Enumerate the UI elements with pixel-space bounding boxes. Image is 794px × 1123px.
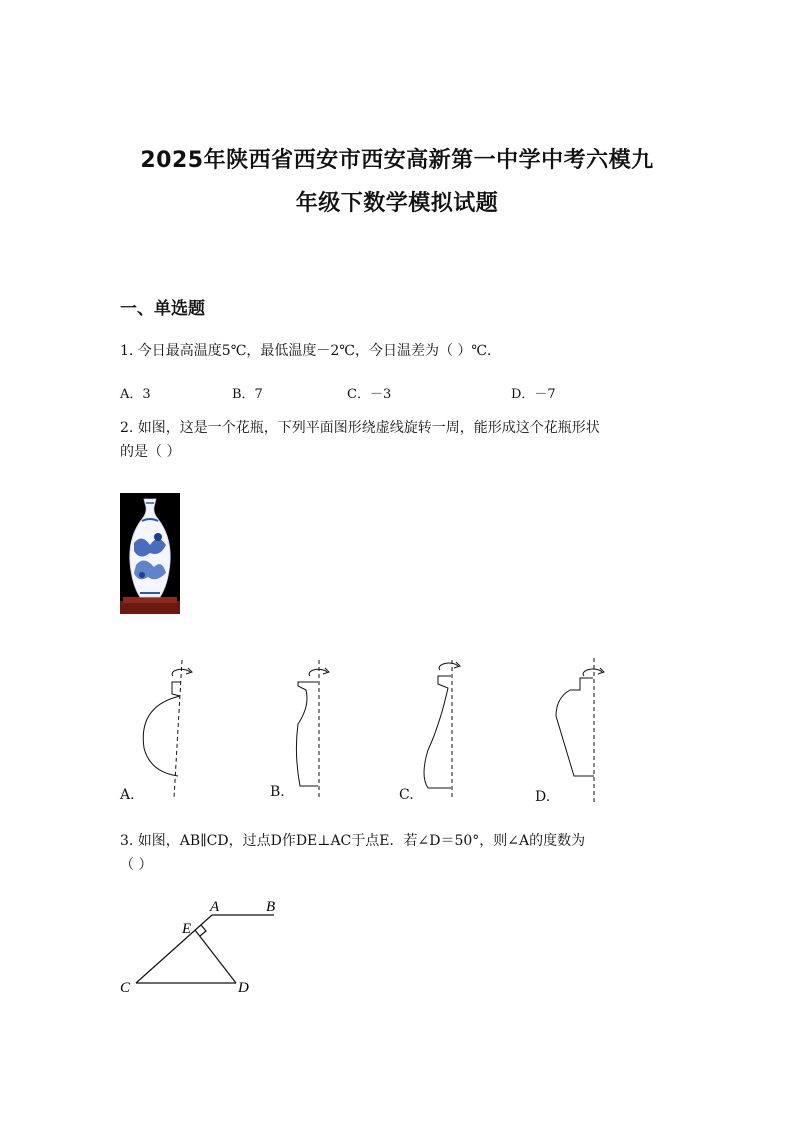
question-1-option-b: B．7 bbox=[232, 387, 263, 402]
question-2-stem-line2: 的是（ ） bbox=[120, 444, 181, 460]
figure-b-label: B. bbox=[270, 784, 285, 800]
question-1-option-a: A．3 bbox=[120, 387, 151, 402]
question-1-option-d: D．－7 bbox=[511, 387, 556, 402]
figure-b-shape bbox=[296, 660, 329, 798]
figure-d-label: D. bbox=[535, 789, 551, 805]
document-title-line2: 年级下数学模拟试题 bbox=[295, 191, 499, 216]
point-d-label: D bbox=[238, 980, 249, 996]
question-3-stem-line1: 3. 如图，AB∥CD，过点D作DE⊥AC于点E．若∠D＝50°，则∠A的度数为 bbox=[120, 833, 586, 849]
question-3-figure bbox=[110, 895, 300, 1005]
question-1-stem: 1. 今日最高温度5℃，最低温度－2℃，今日温差为（ ）℃． bbox=[120, 343, 502, 359]
point-c-label: C bbox=[120, 980, 131, 996]
figure-a-shape bbox=[143, 660, 192, 798]
point-a-label: A bbox=[210, 899, 220, 915]
question-2-figures bbox=[110, 650, 650, 810]
figure-d-shape bbox=[556, 658, 604, 802]
document-title-line1: 2025年陕西省西安市西安高新第一中学中考六模九 bbox=[140, 148, 654, 173]
question-3-stem-line2: （ ） bbox=[120, 857, 153, 873]
section-heading: 一、单选题 bbox=[120, 299, 205, 319]
figure-c-shape bbox=[424, 660, 460, 798]
question-1-option-c: C．－3 bbox=[347, 387, 392, 402]
point-b-label: B bbox=[266, 899, 276, 915]
figure-a-label: A. bbox=[120, 787, 135, 803]
question-2-stem-line1: 2. 如图，这是一个花瓶，下列平面图形绕虚线旋转一周，能形成这个花瓶形状 bbox=[120, 420, 600, 436]
point-e-label: E bbox=[182, 921, 192, 937]
vase-image bbox=[120, 493, 180, 614]
figure-c-label: C. bbox=[399, 787, 414, 803]
